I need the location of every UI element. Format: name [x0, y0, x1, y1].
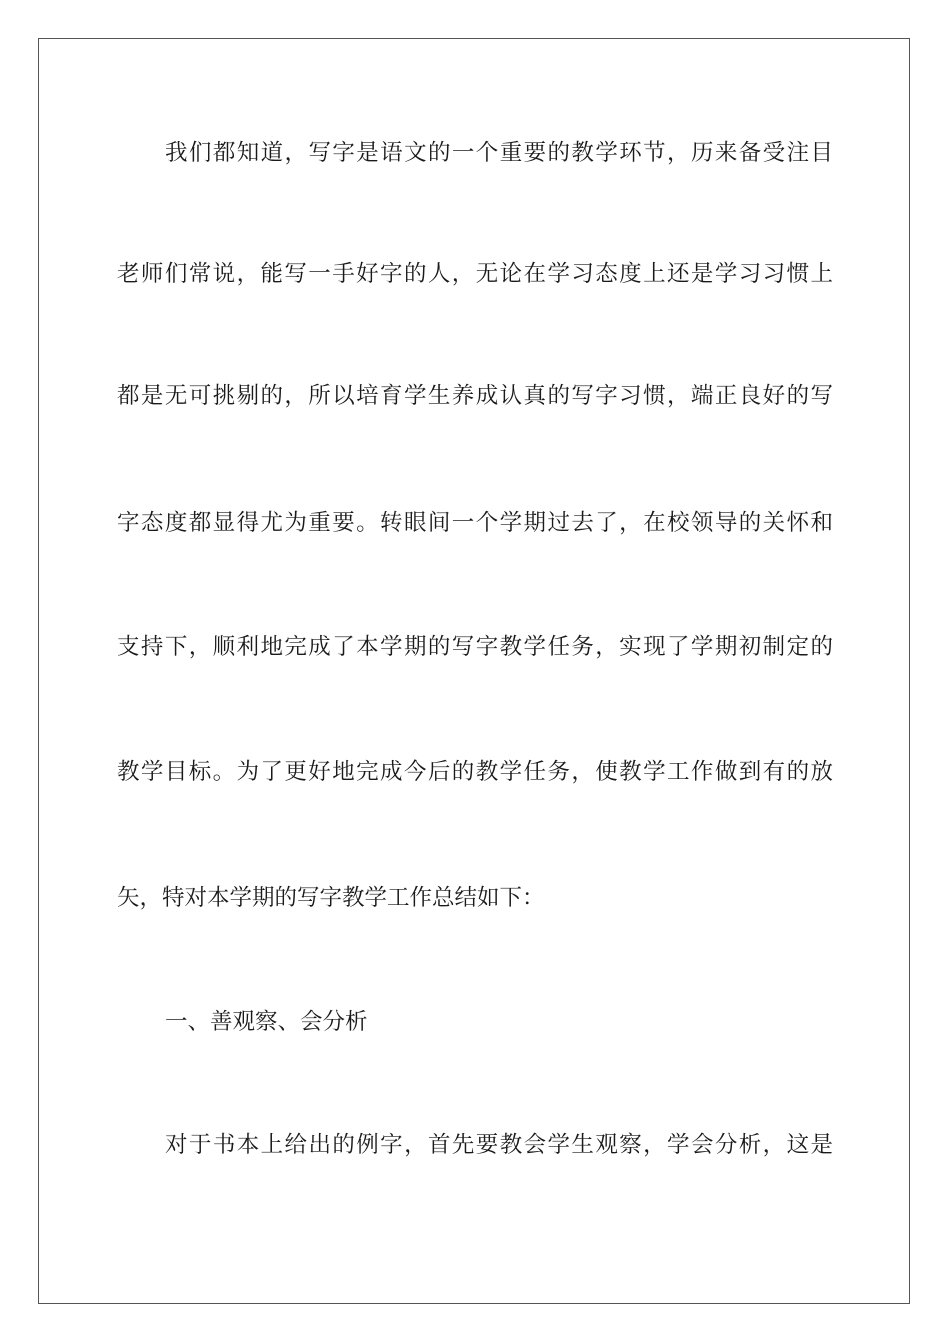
paragraph-line: 矢，特对本学期的写字教学工作总结如下：	[117, 885, 545, 911]
paragraph-line: 都是无可挑剔的，所以培育学生养成认真的写字习惯，端正良好的写	[117, 383, 833, 409]
paragraph-line: 对于书本上给出的例字，首先要教会学生观察，学会分析，这是	[165, 1132, 833, 1158]
paragraph-line: 老师们常说，能写一手好字的人，无论在学习态度上还是学习习惯上	[117, 261, 833, 287]
page-border	[38, 38, 910, 1304]
paragraph-line: 我们都知道，写字是语文的一个重要的教学环节，历来备受注目	[165, 140, 833, 166]
section-heading: 一、善观察、会分析	[165, 1009, 368, 1035]
paragraph-line: 教学目标。为了更好地完成今后的教学任务，使教学工作做到有的放	[117, 759, 833, 785]
paragraph-line: 字态度都显得尤为重要。转眼间一个学期过去了，在校领导的关怀和	[117, 510, 833, 536]
paragraph-line: 支持下，顺利地完成了本学期的写字教学任务，实现了学期初制定的	[117, 634, 833, 660]
